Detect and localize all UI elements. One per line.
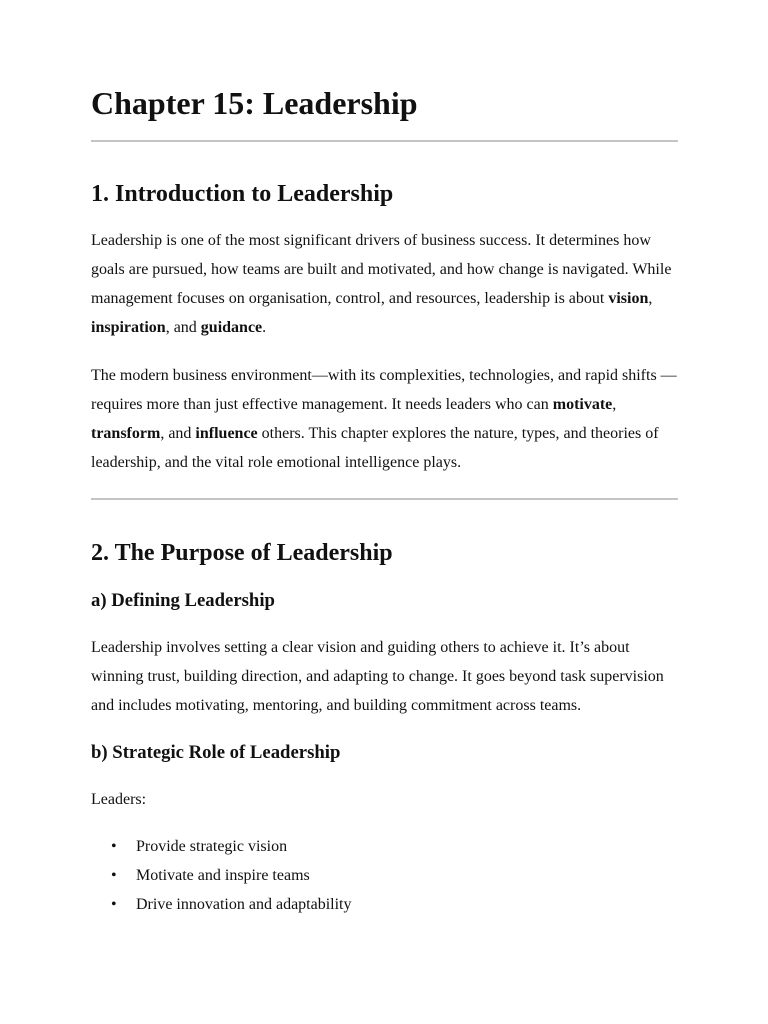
paragraph-text: The modern business environment—with its complexities, technologies, and rapid shifts —requires more than just effective management. It needs leaders who can <box>91 367 677 413</box>
section-1-paragraph-1 <box>91 226 679 342</box>
leaders-bullet-list <box>91 832 679 919</box>
bullet-glyph: • <box>111 838 117 855</box>
separator: , <box>612 396 617 413</box>
subsection-a-paragraph: Leadership involves setting a clear vision and guiding others to achieve it. It’s about winning trust, building direction, and adapting to change. It goes beyond task supervision and includes motivating, mentoring, and building commitment across teams. <box>91 639 664 714</box>
chapter-title: Chapter 15: Leadership <box>91 85 418 121</box>
section-1-heading: 1. Introduction to Leadership <box>91 181 394 207</box>
paragraph-end: others. This chapter explores the nature, types, and theories of leadership, and the vital role emotional intelligence plays. <box>91 425 659 471</box>
bold-term-influence: influence <box>195 425 258 442</box>
list-item-text: Provide strategic vision <box>136 838 288 855</box>
section-2-heading: 2. The Purpose of Leadership <box>91 540 393 566</box>
divider-1 <box>91 140 678 142</box>
section-1-paragraph-2 <box>91 361 679 477</box>
separator: , and <box>160 425 196 442</box>
separator: , and <box>165 319 201 336</box>
separator: , <box>648 290 653 307</box>
paragraph-end: . <box>262 319 267 336</box>
leaders-intro: Leaders: <box>91 791 147 808</box>
bold-term-transform: transform <box>91 425 161 442</box>
subsection-a-heading: a) Defining Leadership <box>91 590 275 611</box>
bold-term-vision: vision <box>608 290 649 307</box>
list-item <box>91 832 679 861</box>
paragraph-text: Leadership is one of the most significant drivers of business success. It determines how goals are pursued, how teams are built and motivated, and how change is navigated. While management focuses on organisation, control, and resources, leadership is about <box>91 232 672 307</box>
bold-term-guidance: guidance <box>200 319 263 336</box>
subsection-b-heading: b) Strategic Role of Leadership <box>91 742 341 763</box>
bullet-glyph: • <box>111 867 117 884</box>
list-item <box>91 890 679 919</box>
bold-term-inspiration: inspiration <box>91 319 166 336</box>
list-item-text: Drive innovation and adaptability <box>136 896 352 913</box>
divider-2 <box>91 498 678 500</box>
bullet-glyph: • <box>111 896 117 913</box>
list-item <box>91 861 679 890</box>
list-item-text: Motivate and inspire teams <box>136 867 310 884</box>
bold-term-motivate: motivate <box>552 396 613 413</box>
